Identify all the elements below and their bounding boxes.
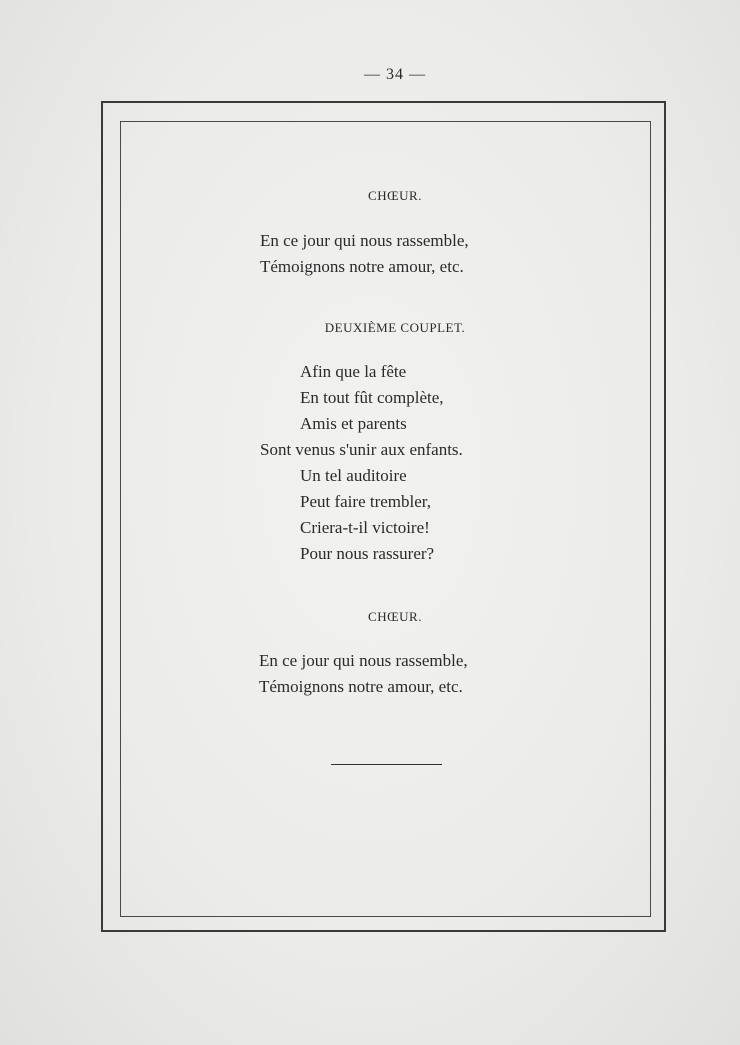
section-heading-choeur-1: CHŒUR.	[368, 188, 422, 203]
verse-line: Criera-t-il victoire!	[300, 518, 430, 537]
verse-line: En ce jour qui nous rassemble,	[260, 231, 469, 250]
verse-line: Peut faire trembler,	[300, 492, 432, 511]
section-heading-deuxieme-couplet: DEUXIÈME COUPLET.	[324, 320, 466, 335]
end-rule	[331, 764, 442, 765]
verse-line: Un tel auditoire	[300, 466, 407, 485]
verse-line: Amis et parents	[300, 414, 407, 433]
verse-line: En tout fût complète,	[300, 388, 444, 407]
verse-line: Sont venus s'unir aux enfants.	[260, 440, 463, 459]
verse-line: Pour nous rassurer?	[300, 544, 435, 563]
page-number: — 34 —	[364, 66, 426, 83]
verse-line: En ce jour qui nous rassemble,	[259, 651, 468, 670]
verse-line: Témoignons notre amour, etc.	[260, 257, 464, 276]
verse-line: Témoignons notre amour, etc.	[259, 677, 463, 696]
verse-line: Afin que la fête	[300, 362, 407, 381]
section-heading-choeur-2: CHŒUR.	[368, 609, 422, 624]
